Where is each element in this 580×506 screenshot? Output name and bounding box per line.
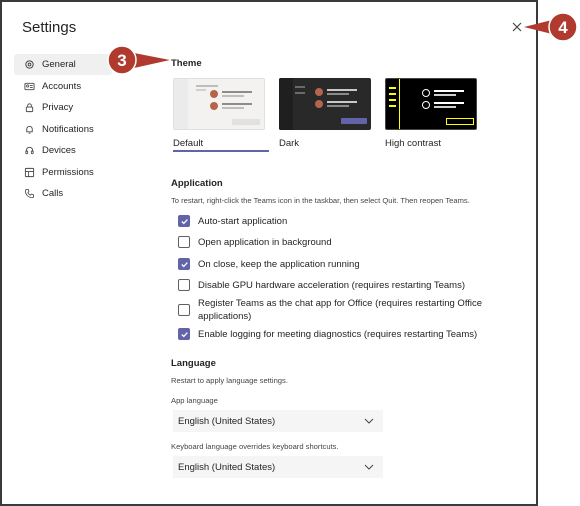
- chevron-down-icon: [363, 461, 375, 473]
- theme-selected-indicator: [173, 150, 269, 152]
- sidebar-item-label: Accounts: [42, 80, 82, 92]
- sidebar-item-devices[interactable]: [14, 140, 112, 161]
- sidebar-item-label: Permissions: [42, 166, 94, 178]
- lock-icon: [23, 101, 36, 114]
- keyboard-language-label: Keyboard language overrides keyboard shortcuts.: [171, 442, 339, 451]
- language-heading: Language: [171, 358, 216, 369]
- sidebar-item-label: General: [42, 59, 76, 70]
- checkbox-label: Enable logging for meeting diagnostics (requires restarting Teams): [198, 329, 478, 340]
- dropdown-value: English (United States): [178, 461, 276, 473]
- checkbox-label: On close, keep the application running: [198, 259, 360, 270]
- checkbox-label: Open application in background: [198, 237, 332, 248]
- sidebar-item-calls[interactable]: [14, 183, 112, 204]
- chevron-down-icon: [363, 415, 375, 427]
- theme-label-default: Default: [173, 138, 204, 149]
- sidebar-item-permissions[interactable]: [14, 162, 112, 183]
- theme-label-high-contrast: High contrast: [385, 138, 441, 149]
- checkbox-checked[interactable]: [178, 328, 190, 340]
- sidebar-item-label: Notifications: [42, 123, 94, 135]
- checkbox-keep-running[interactable]: [178, 258, 498, 271]
- id-card-icon: [23, 80, 36, 93]
- theme-preview-high-contrast: [385, 78, 477, 130]
- checkbox-label: Disable GPU hardware acceleration (requires restarting Teams): [198, 280, 465, 291]
- checkmark-icon: [180, 330, 189, 339]
- checkbox-register-chat-app[interactable]: [178, 297, 488, 323]
- callout-4: [522, 12, 580, 42]
- theme-label-dark: Dark: [279, 138, 300, 149]
- checkbox-unchecked[interactable]: [178, 279, 190, 291]
- settings-sidebar: [14, 54, 112, 205]
- sidebar-item-label: Calls: [42, 188, 64, 199]
- phone-icon: [23, 187, 36, 200]
- sidebar-item-notifications[interactable]: [14, 119, 112, 140]
- application-heading: Application: [171, 178, 223, 189]
- language-hint: Restart to apply language settings.: [171, 376, 288, 385]
- sidebar-item-label: Privacy: [42, 102, 74, 113]
- checkbox-disable-gpu[interactable]: [178, 279, 498, 292]
- bell-icon: [23, 123, 36, 136]
- callout-3: [104, 44, 174, 76]
- callout-number: 3: [117, 51, 127, 70]
- sidebar-item-privacy[interactable]: [14, 97, 112, 118]
- sidebar-item-label: Devices: [42, 145, 76, 156]
- callout-number: 4: [558, 18, 568, 37]
- checkbox-checked[interactable]: [178, 215, 190, 227]
- checkmark-icon: [180, 217, 189, 226]
- checkbox-label: Register Teams as the chat app for Office (requires restarting Office applications): [198, 298, 483, 322]
- checkbox-checked[interactable]: [178, 258, 190, 270]
- permissions-icon: [23, 166, 36, 179]
- theme-option-default[interactable]: [173, 78, 265, 152]
- theme-heading: Theme: [171, 58, 202, 69]
- keyboard-language-dropdown[interactable]: [173, 456, 383, 478]
- theme-option-dark[interactable]: [279, 78, 371, 152]
- checkmark-icon: [180, 260, 189, 269]
- dropdown-value: English (United States): [178, 415, 276, 427]
- application-hint: To restart, right-click the Teams icon in the taskbar, then select Quit. Then reopen Teams.: [171, 196, 470, 205]
- sidebar-item-general[interactable]: [14, 54, 112, 75]
- app-language-dropdown[interactable]: [173, 410, 383, 432]
- sidebar-item-accounts[interactable]: [14, 76, 112, 97]
- app-language-label: App language: [171, 396, 218, 405]
- theme-preview-default: [173, 78, 265, 130]
- gear-icon: [23, 58, 36, 71]
- checkbox-open-background[interactable]: [178, 236, 498, 249]
- checkbox-auto-start[interactable]: [178, 215, 498, 228]
- checkbox-label: Auto-start application: [198, 216, 288, 227]
- theme-option-high-contrast[interactable]: [385, 78, 477, 152]
- checkbox-enable-logging[interactable]: [178, 328, 498, 341]
- headset-icon: [23, 144, 36, 157]
- dialog-title: Settings: [22, 19, 77, 36]
- checkbox-unchecked[interactable]: [178, 304, 190, 316]
- theme-preview-dark: [279, 78, 371, 130]
- checkbox-unchecked[interactable]: [178, 236, 190, 248]
